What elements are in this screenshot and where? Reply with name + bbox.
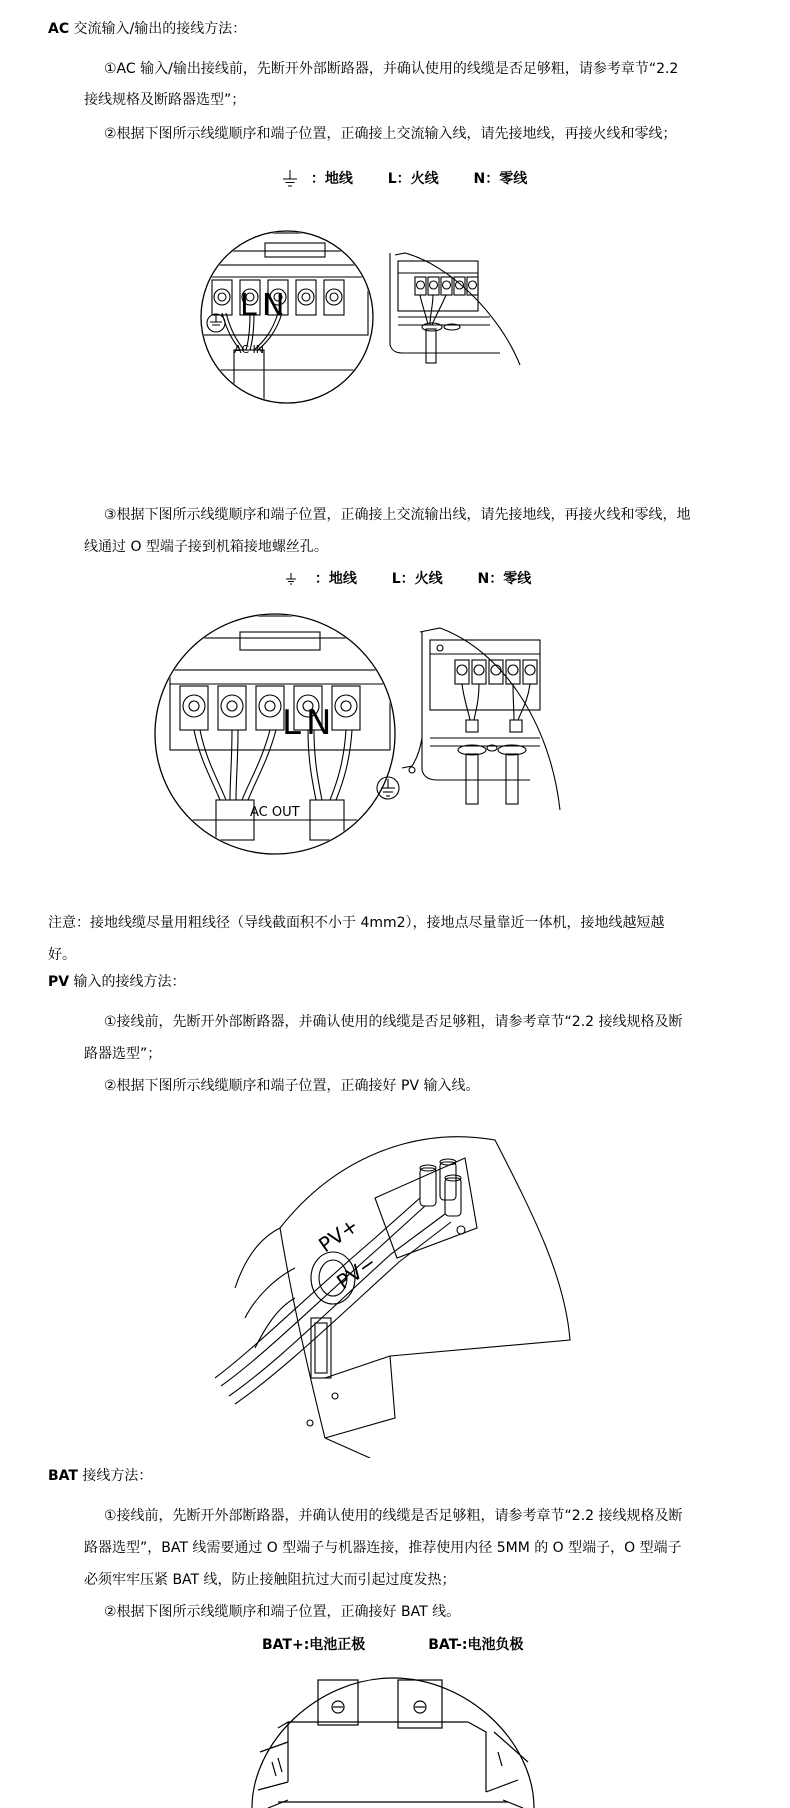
ac-step3-line1: ③根据下图所示线缆顺序和端子位置，正确接上交流输出线，请先接地线，再接火线和零线，地 bbox=[104, 507, 691, 523]
bat-figure bbox=[248, 1672, 538, 1808]
ac-in-figure bbox=[190, 225, 600, 425]
legend-earth: ：地线 bbox=[310, 171, 353, 187]
bat-heading-bold: BAT bbox=[48, 1468, 78, 1484]
ac-in-l-label: L bbox=[240, 288, 257, 323]
bat-heading bbox=[48, 1466, 152, 1486]
legend-live: L：火线 bbox=[387, 171, 439, 187]
earth-icon bbox=[280, 169, 300, 189]
note-line2: 好。 bbox=[48, 947, 76, 963]
ac-out-n-label: N bbox=[306, 703, 332, 743]
pv-step1-line1: ①接线前，先断开外部断路器，并确认使用的线缆是否足够粗，请参考章节“2.2 接线规格及断 bbox=[104, 1014, 683, 1030]
pv-step1-line2: 路器选型”； bbox=[84, 1046, 162, 1062]
bat-step1-line3: 必须牢牢压紧 BAT 线，防止接触阻抗过大而引起过度发热； bbox=[84, 1572, 456, 1588]
ac-step2: ②根据下图所示线缆顺序和端子位置，正确接上交流输入线，请先接地线，再接火线和零线； bbox=[104, 126, 677, 142]
ac-in-n-label: N bbox=[262, 288, 285, 323]
pv-figure bbox=[215, 1118, 585, 1458]
pv-heading bbox=[48, 972, 186, 992]
ac-out-label: AC OUT bbox=[250, 805, 300, 820]
pv-step2: ②根据下图所示线缆顺序和端子位置，正确接好 PV 输入线。 bbox=[104, 1078, 480, 1094]
ac-heading bbox=[48, 19, 246, 39]
bat-legend-neg: BAT-:电池负极 bbox=[428, 1637, 524, 1653]
pv-plus-label: PV+ bbox=[314, 1213, 363, 1258]
ac-out-l-label: L bbox=[282, 703, 301, 743]
ac-step3-line2: 线通过 O 型端子接到机箱接地螺丝孔。 bbox=[84, 539, 328, 555]
legend-live-2: L：火线 bbox=[391, 571, 443, 587]
ac-step1-line2: 接线规格及断路器选型”； bbox=[84, 92, 246, 108]
bat-legend-pos: BAT+:电池正极 bbox=[262, 1637, 366, 1653]
ac-step1-line1: ①AC 输入/输出接线前，先断开外部断路器，并确认使用的线缆是否足够粗，请参考章节“2.2 bbox=[104, 61, 679, 77]
ac-heading-bold: AC bbox=[48, 21, 70, 37]
legend-neutral-2: N：零线 bbox=[477, 571, 532, 587]
bat-legend bbox=[262, 1634, 524, 1654]
pv-heading-bold: PV bbox=[48, 974, 70, 990]
note-line1: 注意：接地线缆尽量用粗线径（导线截面积不小于 4mm2），接地点尽量靠近一体机，接地线越短越 bbox=[48, 915, 665, 931]
bat-heading-rest: 接线方法： bbox=[77, 1468, 153, 1484]
pv-heading-rest: 输入的接线方法： bbox=[69, 974, 186, 990]
bat-step1-line2: 路器选型”，BAT 线需要通过 O 型端子与机器连接，推荐使用内径 5MM 的 O 型端子，O 型端子 bbox=[84, 1540, 682, 1556]
legend-row-1 bbox=[280, 168, 527, 189]
earth-icon-small bbox=[284, 572, 298, 586]
bat-step2: ②根据下图所示线缆顺序和端子位置，正确接好 BAT 线。 bbox=[104, 1604, 461, 1620]
ac-in-label: AC IN bbox=[234, 343, 264, 356]
legend-neutral: N：零线 bbox=[473, 171, 528, 187]
ac-heading-rest: 交流输入/输出的接线方法： bbox=[69, 21, 247, 37]
ac-out-figure bbox=[150, 610, 640, 860]
bat-step1-line1: ①接线前，先断开外部断路器，并确认使用的线缆是否足够粗，请参考章节“2.2 接线规格及断 bbox=[104, 1508, 683, 1524]
pv-minus-label: PV− bbox=[332, 1250, 381, 1295]
legend-earth-2: ：地线 bbox=[314, 571, 357, 587]
legend-row-2 bbox=[284, 568, 531, 588]
